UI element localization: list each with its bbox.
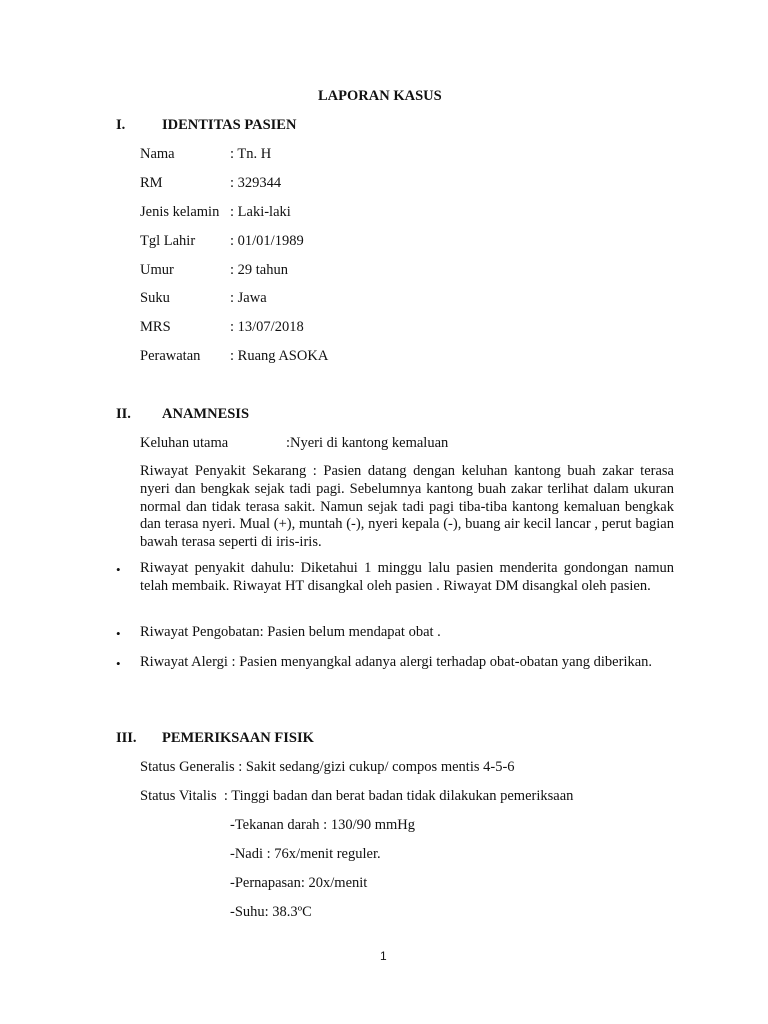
section-heading-anamnesis: ANAMNESIS <box>162 406 250 422</box>
page-number: 1 <box>380 949 387 963</box>
section-number-ii: II. <box>116 406 131 422</box>
field-label-umur: Umur <box>140 262 174 278</box>
riwayat-pengobatan: Riwayat Pengobatan: Pasien belum mendapat obat . <box>140 624 441 640</box>
field-label-jenis-kelamin: Jenis kelamin <box>140 204 220 220</box>
field-value-tgl-lahir: : 01/01/1989 <box>230 233 304 249</box>
field-value-mrs: : 13/07/2018 <box>230 319 304 335</box>
bullet-icon: • <box>116 656 121 671</box>
field-label-mrs: MRS <box>140 319 171 335</box>
field-label-rm: RM <box>140 175 163 191</box>
vital-nadi: -Nadi : 76x/menit reguler. <box>230 846 381 862</box>
bullet-icon: • <box>116 626 121 641</box>
field-value-nama: : Tn. H <box>230 146 272 162</box>
field-value-jenis-kelamin: : Laki-laki <box>230 204 291 220</box>
riwayat-penyakit-dahulu: Riwayat penyakit dahulu: Diketahui 1 minggu lalu pasien menderita gondongan namun telah membaik. Riwayat HT disangkal oleh pasien . Riwayat DM disangkal oleh pasien. <box>140 560 674 594</box>
vital-pernapasan: -Pernapasan: 20x/menit <box>230 875 368 891</box>
keluhan-utama-value: :Nyeri di kantong kemaluan <box>286 435 449 451</box>
field-label-nama: Nama <box>140 146 175 162</box>
riwayat-alergi: Riwayat Alergi : Pasien menyangkal adanya alergi terhadap obat-obatan yang diberikan. <box>140 654 653 670</box>
vital-suhu: -Suhu: 38.3ºC <box>230 904 312 920</box>
riwayat-penyakit-sekarang: Riwayat Penyakit Sekarang : Pasien datang dengan keluhan kantong buah zakar terasa nyeri dan bengkak sejak tadi pagi. Sebelumnya kantong buah zakar terlihat dalam ukuran normal dan tidak terasa sakit. Namun sejak tadi pagi tiba-tiba kantong kemaluan bengkak dan terasa nyeri. Mual (+), muntah (-), nyeri kepala (-), buang air kecil lancar , perut bagian bawah terasa seperti di iris-iris. <box>140 463 674 551</box>
section-number-iii: III. <box>116 730 137 746</box>
keluhan-utama-label: Keluhan utama <box>140 435 229 451</box>
status-vitalis: Status Vitalis : Tinggi badan dan berat badan tidak dilakukan pemeriksaan <box>140 788 574 804</box>
section-heading-pemeriksaan-fisik: PEMERIKSAAN FISIK <box>162 730 314 746</box>
field-value-rm: : 329344 <box>230 175 282 191</box>
field-label-suku: Suku <box>140 290 170 306</box>
field-label-perawatan: Perawatan <box>140 348 201 364</box>
section-heading-identitas: IDENTITAS PASIEN <box>162 117 297 133</box>
field-value-umur: : 29 tahun <box>230 262 288 278</box>
field-value-perawatan: : Ruang ASOKA <box>230 348 329 364</box>
section-number-i: I. <box>116 117 126 133</box>
field-value-suku: : Jawa <box>230 290 267 306</box>
bullet-icon: • <box>116 562 121 577</box>
vital-tekanan-darah: -Tekanan darah : 130/90 mmHg <box>230 817 416 833</box>
report-title: LAPORAN KASUS <box>318 88 442 104</box>
status-generalis: Status Generalis : Sakit sedang/gizi cukup/ compos mentis 4-5-6 <box>140 759 515 775</box>
field-label-tgl-lahir: Tgl Lahir <box>140 233 196 249</box>
